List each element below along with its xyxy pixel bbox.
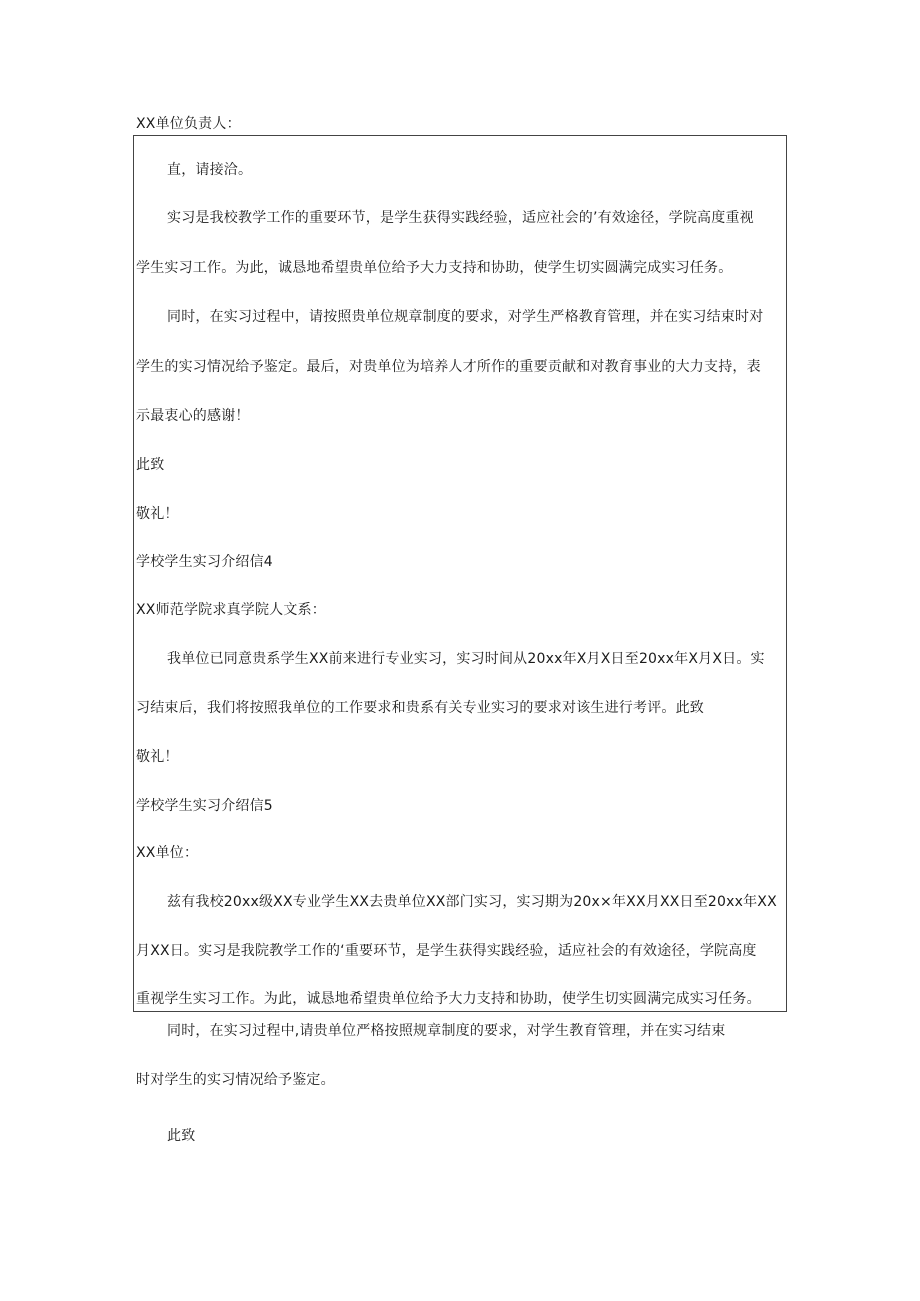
letter3-paragraph-0: 直，请接洽。 [167,162,253,178]
letter5-p1-line3: 重视学生实习工作。为此，诚恳地希望贵单位给予大力支持和协助，使学生切实圆满完成实习任务。 [136,991,761,1007]
letter3-p1-line1: 实习是我校教学工作的重要环节，是学生获得实践经验，适应社会的’有效途径，学院高度重视 [167,210,754,226]
letter3-p1-line2: 学生实习工作。为此，诚恳地希望贵单位给予大力支持和协助，使学生切实圆满完成实习任务。 [136,260,733,276]
letter5-closing-1: 此致 [167,1128,196,1144]
letter4-title: 学校学生实习介绍信4 [136,554,273,570]
letter3-p2-line1: 同时，在实习过程中，请按照贵单位规章制度的要求，对学生严格教育管理，并在实习结束时对 [167,309,764,325]
letter5-title: 学校学生实习介绍信5 [136,798,273,814]
letter4-closing: 敬礼！ [136,749,179,765]
letter5-p1-line1: 兹有我校20xx级XX专业学生XX去贵单位XX部门实习，实习期为20x×年XX月XX日至20xx年XX [167,894,777,910]
letter3-closing-1: 此致 [136,457,165,473]
letter4-salutation: XX师范学院求真学院人文系： [136,602,326,618]
letter3-p2-line2: 学生的实习情况给予鉴定。最后，对贵单位为培养人才所作的重要贡献和对教育事业的大力支持，表 [136,359,761,375]
letter5-p2-line1: 同时，在实习过程中,请贵单位严格按照规章制度的要求，对学生教育管理，并在实习结束 [167,1023,726,1039]
letter5-salutation: XX单位： [136,845,199,861]
letter3-p2-line3: 示最衷心的感谢！ [136,408,250,424]
top-salutation: XX单位负责人： [136,116,241,132]
letter5-p2-line2: 时对学生的实习情况给予鉴定。 [136,1072,335,1088]
letter5-p1-line2: 月XX日。实习是我院教学工作的‘重要环节，是学生获得实践经验，适应社会的有效途径，学院高度 [136,943,757,959]
letter4-p1-line2: 习结束后，我们将按照我单位的工作要求和贵系有关专业实习的要求对该生进行考评。此致 [136,700,704,716]
letter4-p1-line1: 我单位已同意贵系学生XX前来进行专业实习，实习时间从20xx年X月X日至20xx年X月X日。实 [167,651,765,667]
letter3-closing-2: 敬礼！ [136,506,179,522]
